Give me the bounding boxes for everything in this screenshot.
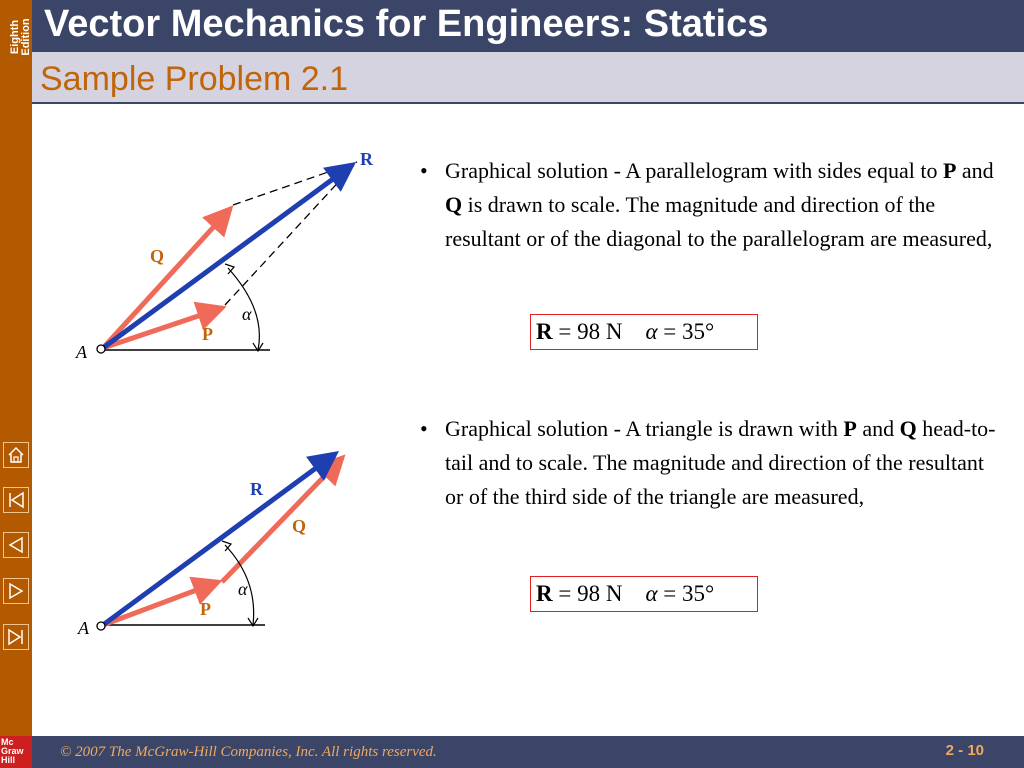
triangle-diagram	[70, 440, 390, 660]
bullet-text: Graphical solution - A triangle is drawn with P and Q head-to-tail and to scale. The magnitude and direction of the resultant or of the third side of the triangle are measured,	[445, 416, 996, 509]
result-box-1: R = 98 N α = 35°	[530, 314, 758, 350]
previous-slide-icon	[6, 535, 26, 555]
vector-r	[103, 454, 335, 625]
edition-label: Eighth Edition	[9, 18, 32, 56]
bullet-marker: •	[420, 416, 428, 441]
page-number: 2 - 10	[945, 742, 984, 759]
label-r: R	[250, 479, 263, 499]
last-slide-button[interactable]	[3, 624, 29, 650]
first-slide-button[interactable]	[3, 487, 29, 513]
label-alpha: α	[238, 579, 248, 599]
dashed-side-right	[225, 162, 357, 305]
label-a: A	[76, 342, 87, 362]
origin-point	[97, 345, 105, 353]
slide-title: Vector Mechanics for Engineers: Statics	[44, 3, 769, 45]
next-slide-button[interactable]	[3, 578, 29, 604]
slide-subtitle: Sample Problem 2.1	[40, 60, 349, 98]
label-p: P	[202, 324, 213, 344]
label-a: A	[78, 618, 89, 638]
last-slide-icon	[6, 627, 26, 647]
result-box-2: R = 98 N α = 35°	[530, 576, 758, 612]
subtitle-bar	[32, 52, 1024, 104]
label-q: Q	[292, 516, 307, 536]
dashed-side-top	[233, 162, 357, 205]
home-button[interactable]	[3, 442, 29, 468]
label-r: R	[360, 149, 373, 169]
home-icon	[6, 445, 26, 465]
bullet-text: Graphical solution - A parallelogram with sides equal to P and Q is drawn to scale. The magnitude and direction of the resultant or of the diagonal to the parallelogram are measured,	[445, 158, 994, 251]
label-p: P	[200, 599, 211, 619]
parallelogram-diagram	[70, 140, 390, 370]
bullet-marker: •	[420, 158, 428, 183]
first-slide-icon	[6, 490, 26, 510]
next-slide-icon	[6, 581, 26, 601]
label-alpha: α	[242, 304, 252, 324]
previous-slide-button[interactable]	[3, 532, 29, 558]
vector-r	[103, 165, 352, 348]
origin-point	[97, 622, 105, 630]
title-bar	[32, 0, 1024, 52]
publisher-logo: Mc Graw Hill	[0, 736, 32, 768]
footer-bar	[32, 736, 1024, 768]
copyright-text: © 2007 The McGraw-Hill Companies, Inc. All rights reserved.	[60, 744, 437, 760]
label-q: Q	[150, 246, 165, 266]
side-bar	[0, 0, 32, 768]
